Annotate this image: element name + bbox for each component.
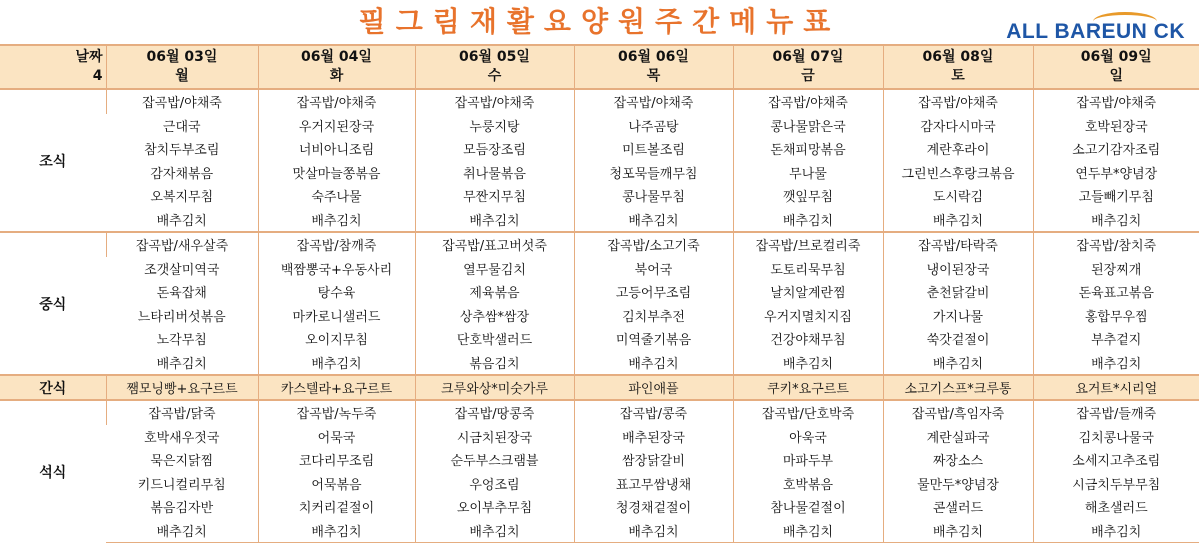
menu-item: 배추김치 bbox=[106, 519, 258, 543]
menu-item: 계란후라이 bbox=[883, 137, 1033, 161]
menu-item: 잡곡밥/야채죽 bbox=[574, 89, 733, 114]
date-corner-cell bbox=[0, 45, 106, 89]
menu-item: 배추김치 bbox=[156, 356, 207, 372]
menu-item: 잡곡밥/흑임자죽 bbox=[883, 400, 1033, 425]
menu-item: 배추김치 bbox=[415, 208, 574, 233]
menu-item: 짜장소스 bbox=[883, 448, 1033, 472]
menu-item: 배추김치 bbox=[1033, 519, 1199, 543]
menu-item: 배추된장국 bbox=[574, 425, 733, 449]
menu-item: 연두부*양념장 bbox=[1033, 161, 1199, 185]
menu-item: 배추김치 bbox=[258, 519, 415, 543]
menu-item: 청경채겉절이 bbox=[574, 495, 733, 519]
menu-item: 잡곡밥/야채죽 bbox=[415, 89, 574, 114]
menu-item: 잡곡밥/참치죽 bbox=[1033, 232, 1199, 257]
menu-item: 나주곰탕 bbox=[574, 114, 733, 138]
dinner-row bbox=[0, 425, 1199, 449]
menu-item: 키드니컬리무침 bbox=[137, 477, 226, 493]
menu-item: 감자채볶음 bbox=[150, 166, 214, 182]
menu-item: 호박된장국 bbox=[1033, 114, 1199, 138]
menu-item: 치커리겉절이 bbox=[258, 495, 415, 519]
menu-item: 파인애플 bbox=[574, 375, 733, 400]
day-header-7 bbox=[1033, 45, 1199, 89]
menu-item: 배추김치 bbox=[574, 351, 733, 376]
menu-item: 카스텔라+요구르트 bbox=[258, 375, 415, 400]
menu-item: 해초샐러드 bbox=[1033, 495, 1199, 519]
weekly-menu-table bbox=[0, 44, 1199, 543]
menu-item: 잡곡밥/콩죽 bbox=[574, 400, 733, 425]
menu-item: 돈육잡채 bbox=[156, 286, 207, 302]
day-date: 06월 04일 bbox=[301, 49, 372, 65]
menu-item: 돈채피망볶음 bbox=[733, 137, 883, 161]
day-of-week: 월 bbox=[175, 68, 189, 84]
menu-item: 홍합무우찜 bbox=[1033, 304, 1199, 328]
menu-item: 무나물 bbox=[733, 161, 883, 185]
day-of-week: 토 bbox=[951, 68, 965, 84]
menu-item: 배추김치 bbox=[574, 519, 733, 543]
menu-item: 표고무쌈냉채 bbox=[574, 472, 733, 496]
menu-item: 배추김치 bbox=[733, 519, 883, 543]
lunch-row bbox=[0, 304, 1199, 328]
menu-item: 볶음김치 bbox=[415, 351, 574, 376]
menu-item: 오복지무침 bbox=[150, 190, 214, 206]
menu-item: 쑥갓겉절이 bbox=[883, 327, 1033, 351]
day-header-5 bbox=[733, 45, 883, 89]
menu-item: 건강야채무침 bbox=[733, 327, 883, 351]
day-header-3 bbox=[415, 45, 574, 89]
menu-item: 쌈장닭갈비 bbox=[574, 448, 733, 472]
menu-item: 김치부추전 bbox=[574, 304, 733, 328]
menu-item: 잡곡밥/야채죽 bbox=[1033, 89, 1199, 114]
lunch-row bbox=[0, 280, 1199, 304]
menu-item: 김치콩나물국 bbox=[1033, 425, 1199, 449]
menu-item: 배추김치 bbox=[883, 351, 1033, 376]
day-date: 06월 03일 bbox=[146, 49, 218, 65]
menu-item: 노각무침 bbox=[156, 333, 207, 349]
day-date: 06월 08일 bbox=[922, 49, 994, 65]
day-header-1 bbox=[106, 45, 258, 89]
menu-item: 물만두*양념장 bbox=[883, 472, 1033, 496]
day-header-6 bbox=[883, 45, 1033, 89]
menu-item: 가지나물 bbox=[883, 304, 1033, 328]
day-date: 06월 09일 bbox=[1080, 49, 1152, 65]
menu-item: 숙주나물 bbox=[258, 184, 415, 208]
menu-item: 제육볶음 bbox=[415, 280, 574, 304]
menu-item: 탕수육 bbox=[258, 280, 415, 304]
menu-item: 냉이된장국 bbox=[883, 257, 1033, 281]
breakfast-row bbox=[0, 89, 1199, 114]
menu-item: 오이지무침 bbox=[258, 327, 415, 351]
page-title: 필그림재활요양원주간메뉴표 bbox=[358, 5, 841, 38]
day-of-week: 목 bbox=[646, 68, 661, 84]
dinner-row bbox=[0, 472, 1199, 496]
menu-item: 콩나물무침 bbox=[574, 184, 733, 208]
menu-item: 깻잎무침 bbox=[733, 184, 883, 208]
menu-item: 순두부스크램블 bbox=[415, 448, 574, 472]
breakfast-row bbox=[0, 184, 1199, 208]
menu-item: 너비아니조림 bbox=[258, 137, 415, 161]
menu-item: 잡곡밥/타락죽 bbox=[883, 232, 1033, 257]
day-date: 06월 06일 bbox=[618, 49, 689, 65]
day-of-week: 화 bbox=[329, 68, 344, 84]
dinner-row bbox=[0, 400, 1199, 425]
menu-item: 배추김치 bbox=[1033, 351, 1199, 376]
lunch-label: 중식 bbox=[0, 232, 106, 375]
brand-logo: ALL BAREUN CK bbox=[1006, 20, 1185, 43]
menu-item: 잡곡밥/야채죽 bbox=[106, 89, 258, 114]
menu-item: 날치알계란찜 bbox=[733, 280, 883, 304]
day-of-week: 일 bbox=[1109, 68, 1124, 84]
breakfast-label: 조식 bbox=[0, 89, 106, 232]
menu-item: 단호박샐러드 bbox=[415, 327, 574, 351]
menu-item: 고등어무조림 bbox=[574, 280, 733, 304]
day-header-4 bbox=[574, 45, 733, 89]
breakfast-row bbox=[0, 208, 1199, 233]
menu-item: 어묵볶음 bbox=[258, 472, 415, 496]
menu-item: 배추김치 bbox=[1033, 208, 1199, 233]
menu-item: 배추김치 bbox=[733, 208, 883, 233]
lunch-row bbox=[0, 327, 1199, 351]
menu-item: 배추김치 bbox=[733, 351, 883, 376]
menu-item: 춘천닭갈비 bbox=[883, 280, 1033, 304]
menu-item: 모듬장조림 bbox=[415, 137, 574, 161]
breakfast-row bbox=[0, 137, 1199, 161]
day-date: 06월 07일 bbox=[772, 49, 844, 65]
menu-item: 시금치된장국 bbox=[415, 425, 574, 449]
breakfast-row bbox=[0, 161, 1199, 185]
menu-item: 참나물겉절이 bbox=[733, 495, 883, 519]
menu-item: 잡곡밥/땅콩죽 bbox=[415, 400, 574, 425]
menu-item: 그린빈스후랑크볶음 bbox=[883, 161, 1033, 185]
menu-item: 무짠지무침 bbox=[415, 184, 574, 208]
menu-item: 돈육표고볶음 bbox=[1033, 280, 1199, 304]
menu-item: 호박새우젓국 bbox=[144, 430, 220, 446]
menu-item: 우거지멸치지짐 bbox=[733, 304, 883, 328]
menu-item: 도토리묵무침 bbox=[733, 257, 883, 281]
dinner-label: 석식 bbox=[0, 400, 106, 543]
menu-item: 코다리무조림 bbox=[258, 448, 415, 472]
menu-item: 잡곡밥/참깨죽 bbox=[258, 232, 415, 257]
menu-item: 도시락김 bbox=[883, 184, 1033, 208]
menu-item: 볶음김자반 bbox=[150, 501, 214, 517]
day-of-week: 금 bbox=[801, 68, 815, 84]
menu-item: 쿠키*요구르트 bbox=[733, 375, 883, 400]
menu-item: 잡곡밥/들깨죽 bbox=[1033, 400, 1199, 425]
menu-item: 잡곡밥/소고기죽 bbox=[574, 232, 733, 257]
menu-item: 콩나물맑은국 bbox=[733, 114, 883, 138]
menu-item: 마파두부 bbox=[733, 448, 883, 472]
menu-item: 근대국 bbox=[162, 119, 201, 135]
menu-item: 어묵국 bbox=[258, 425, 415, 449]
menu-item: 열무물김치 bbox=[415, 257, 574, 281]
menu-item: 크루와상*미숫가루 bbox=[415, 375, 574, 400]
menu-item: 잡곡밥/표고버섯죽 bbox=[415, 232, 574, 257]
menu-item: 잡곡밥/단호박죽 bbox=[733, 400, 883, 425]
menu-item: 참치두부조림 bbox=[144, 143, 220, 159]
week-number: 4 bbox=[92, 68, 103, 84]
menu-item: 부추겉지 bbox=[1033, 327, 1199, 351]
dinner-row bbox=[0, 519, 1199, 543]
menu-item: 우엉조림 bbox=[415, 472, 574, 496]
menu-item: 맛살마늘쫑볶음 bbox=[258, 161, 415, 185]
menu-item: 배추김치 bbox=[883, 519, 1033, 543]
menu-item: 잡곡밥/닭죽 bbox=[106, 400, 258, 425]
menu-item: 우거지된장국 bbox=[258, 114, 415, 138]
menu-item: 잡곡밥/야채죽 bbox=[733, 89, 883, 114]
menu-item: 배추김치 bbox=[258, 351, 415, 376]
menu-item: 호박볶음 bbox=[733, 472, 883, 496]
snack-row bbox=[0, 375, 1199, 400]
lunch-row bbox=[0, 351, 1199, 376]
menu-item: 쨈모닝빵+요구르트 bbox=[106, 375, 258, 400]
menu-item: 마카로니샐러드 bbox=[258, 304, 415, 328]
menu-item: 묵은지닭찜 bbox=[150, 454, 214, 470]
menu-item: 콘샐러드 bbox=[883, 495, 1033, 519]
dinner-row bbox=[0, 495, 1199, 519]
menu-item: 북어국 bbox=[574, 257, 733, 281]
menu-item: 청포묵들깨무침 bbox=[574, 161, 733, 185]
menu-item: 미트볼조림 bbox=[574, 137, 733, 161]
day-of-week: 수 bbox=[487, 68, 502, 84]
day-date: 06월 05일 bbox=[459, 49, 530, 65]
menu-item: 취나물볶음 bbox=[415, 161, 574, 185]
day-header-2 bbox=[258, 45, 415, 89]
menu-item: 배추김치 bbox=[156, 213, 207, 229]
menu-item: 느타리버섯볶음 bbox=[137, 309, 226, 325]
menu-item: 배추김치 bbox=[883, 208, 1033, 233]
breakfast-row bbox=[0, 114, 1199, 138]
menu-item: 잡곡밥/야채죽 bbox=[258, 89, 415, 114]
menu-item: 소고기감자조림 bbox=[1033, 137, 1199, 161]
header-row bbox=[0, 45, 1199, 89]
menu-item: 계란실파국 bbox=[883, 425, 1033, 449]
menu-item: 배추김치 bbox=[415, 519, 574, 543]
corner-label: 날짜 bbox=[75, 49, 103, 65]
lunch-row bbox=[0, 232, 1199, 257]
menu-item: 소고기스프*크루통 bbox=[883, 375, 1033, 400]
menu-item: 누룽지탕 bbox=[415, 114, 574, 138]
menu-item: 감자다시마국 bbox=[883, 114, 1033, 138]
menu-item: 조갯살미역국 bbox=[144, 262, 220, 278]
snack-label: 간식 bbox=[0, 375, 106, 400]
menu-item: 요거트*시리얼 bbox=[1033, 375, 1199, 400]
menu-item: 잡곡밥/새우살죽 bbox=[106, 232, 258, 257]
menu-item: 잡곡밥/녹두죽 bbox=[258, 400, 415, 425]
menu-item: 고들빼기무침 bbox=[1033, 184, 1199, 208]
menu-item: 배추김치 bbox=[258, 208, 415, 233]
menu-item: 백짬뽕국+우동사리 bbox=[258, 257, 415, 281]
menu-item: 상추쌈*쌈장 bbox=[415, 304, 574, 328]
menu-item: 된장찌개 bbox=[1033, 257, 1199, 281]
menu-item: 잡곡밥/야채죽 bbox=[883, 89, 1033, 114]
menu-item: 오이부추무침 bbox=[415, 495, 574, 519]
menu-item: 잡곡밥/브로컬리죽 bbox=[733, 232, 883, 257]
lunch-row bbox=[0, 257, 1199, 281]
dinner-row bbox=[0, 448, 1199, 472]
menu-item: 아욱국 bbox=[733, 425, 883, 449]
menu-item: 미역줄기볶음 bbox=[574, 327, 733, 351]
menu-item: 시금치두부무침 bbox=[1033, 472, 1199, 496]
menu-item: 배추김치 bbox=[574, 208, 733, 233]
menu-item: 소세지고추조림 bbox=[1033, 448, 1199, 472]
